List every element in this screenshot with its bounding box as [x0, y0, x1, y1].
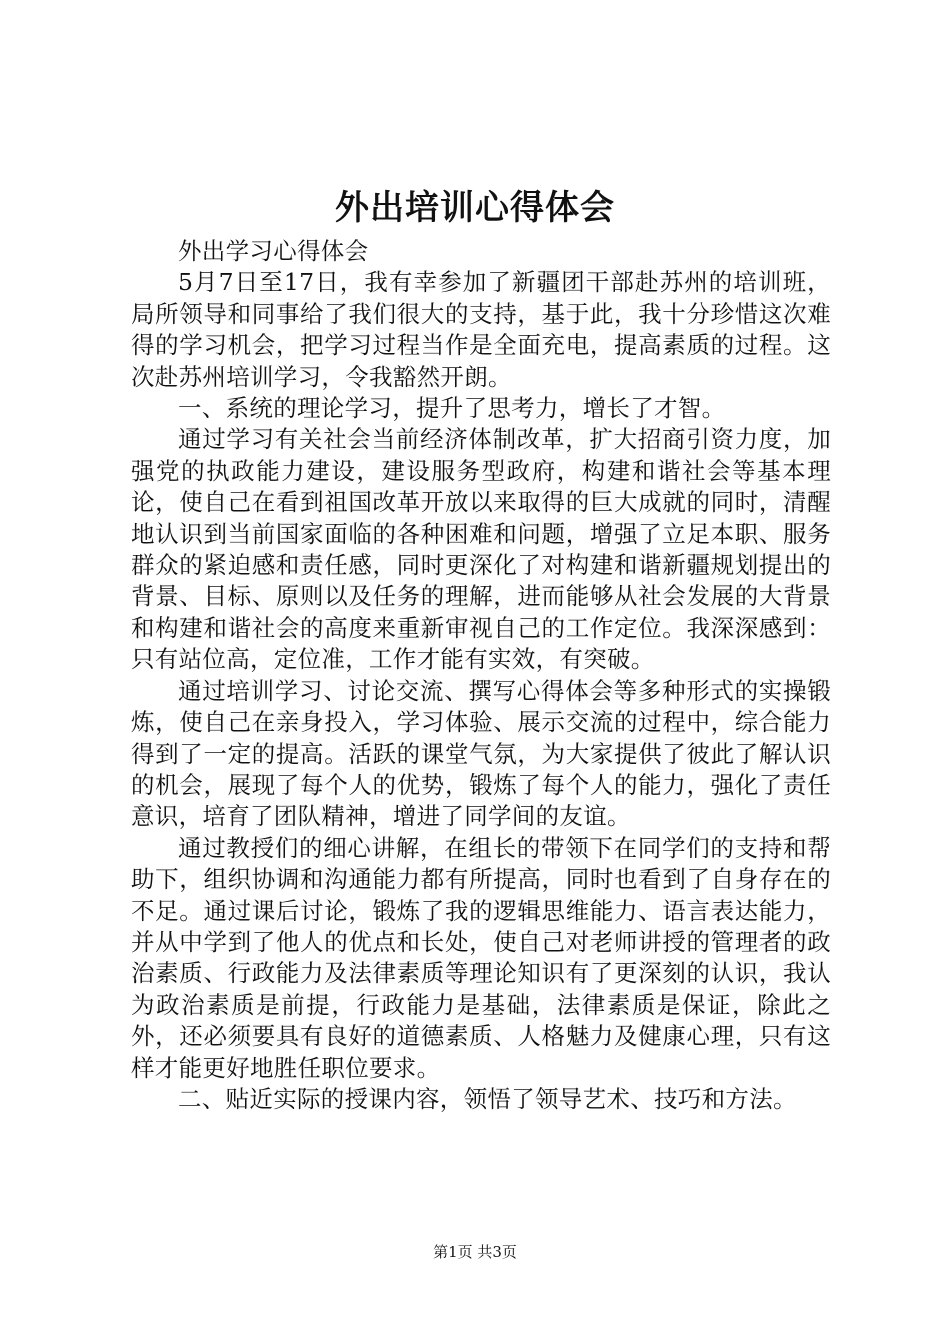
section-heading-1: 一、系统的理论学习，提升了思考力，增长了才智。: [178, 394, 726, 423]
document-title: 外出培训心得体会: [335, 188, 615, 228]
paragraph-intro: 5月7日至17日，我有幸参加了新疆团干部赴苏州的培训班，局所领导和同事给了我们很大的支持，基于此，我十分珍惜这次难得的学习机会，把学习过程当作是全面充电，提高素质的过程。这次赴苏州培训学习，令我豁然开朗。: [131, 268, 831, 391]
paragraph-professors: 通过教授们的细心讲解，在组长的带领下在同学们的支持和帮助下，组织协调和沟通能力都有所提高，同时也看到了自身存在的不足。通过课后讨论，锻炼了我的逻辑思维能力、语言表达能力，并从中学到了他人的优点和长处，使自己对老师讲授的管理者的政治素质、行政能力及法律素质等理论知识有了更深刻的认识，我认为政治素质是前提，行政能力是基础，法律素质是保证，除此之外，还必须要具有良好的道德素质、人格魅力及健康心理，只有这样才能更好地胜任职位要求。: [131, 833, 831, 1082]
paragraph-subtitle: 外出学习心得体会: [178, 237, 369, 265]
section-heading-2: 二、贴近实际的授课内容，领悟了领导艺术、技巧和方法。: [178, 1084, 797, 1113]
paragraph-practice: 通过培训学习、讨论交流、撰写心得体会等多种形式的实操锻炼，使自己在亲身投入，学习体验、展示交流的过程中，综合能力得到了一定的提高。活跃的课堂气氛，为大家提供了彼此了解认识的机会，展现了每个人的优势，锻炼了每个人的能力，强化了责任意识，培育了团队精神，增进了同学间的友谊。: [131, 676, 831, 831]
paragraph-theory-study: 通过学习有关社会当前经济体制改革，扩大招商引资力度，加强党的执政能力建设，建设服务型政府，构建和谐社会等基本理论，使自己在看到祖国改革开放以来取得的巨大成就的同时，清醒地认识到当前国家面临的各种困难和问题，增强了立足本职、服务群众的紧迫感和责任感，同时更深化了对构建和谐新疆规划提出的背景、目标、原则以及任务的理解，进而能够从社会发展的大背景和构建和谐社会的高度来重新审视自己的工作定位。我深深感到：只有站位高，定位准，工作才能有实效，有突破。: [131, 425, 831, 674]
page-number-footer: 第1页 共3页: [433, 1243, 517, 1261]
document-body: [131, 236, 831, 1115]
